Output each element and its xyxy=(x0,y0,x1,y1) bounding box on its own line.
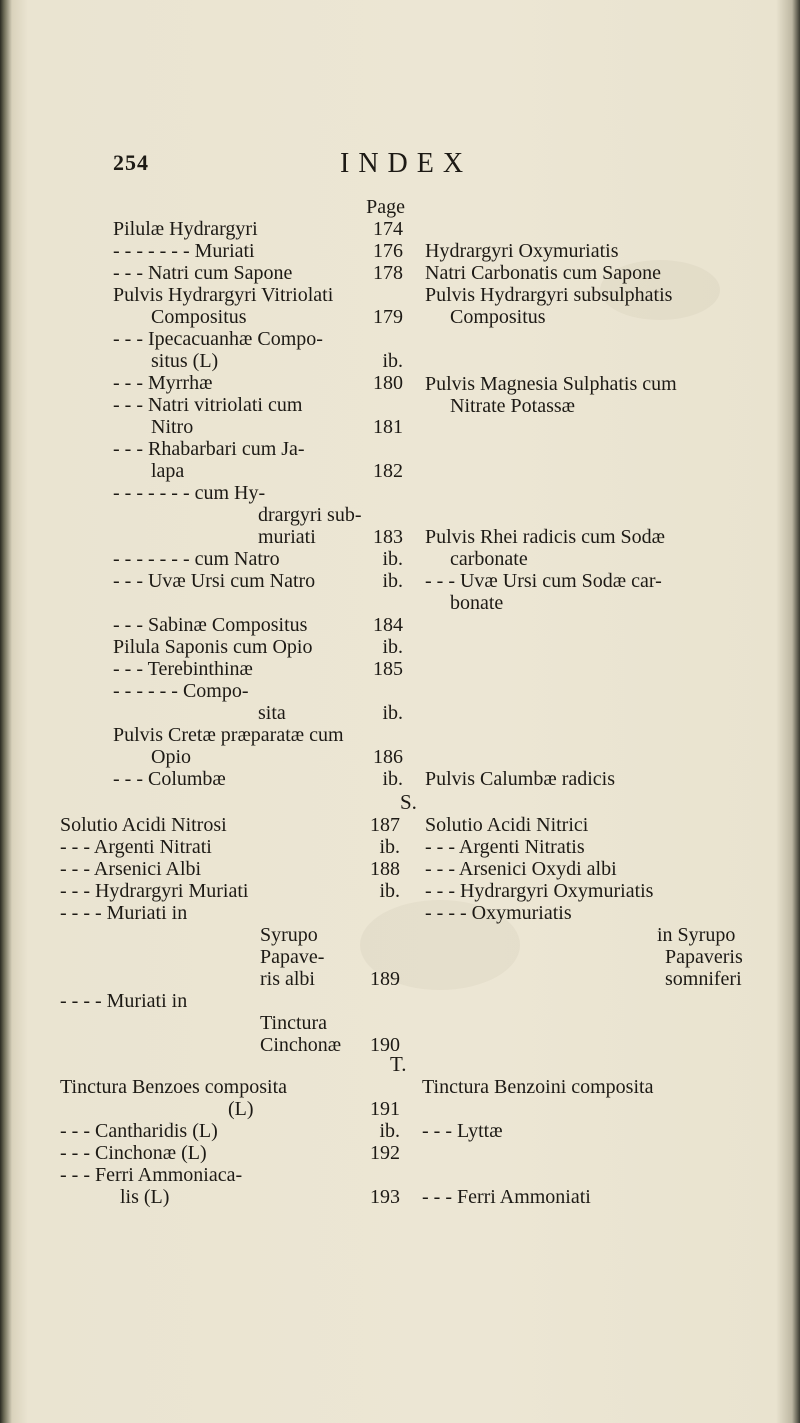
index-entry: lis (L) 193 xyxy=(120,1186,400,1208)
index-entry: - - - Uvæ Ursi cum Natro ib. xyxy=(113,570,403,592)
left-column-s xyxy=(60,814,400,1056)
index-entry: - - - Columbæ ib. xyxy=(113,768,403,790)
index-entry: Compositus 179 xyxy=(151,306,403,328)
index-entry: - - - Ferri Ammoniati xyxy=(422,1186,591,1208)
index-entry: - - - - Oxymuriatis xyxy=(425,902,572,924)
index-entry: - - - Sabinæ Compositus 184 xyxy=(113,614,403,636)
index-entry: Compositus xyxy=(450,306,546,328)
right-column-p-a xyxy=(425,240,795,328)
index-entry: Nitrate Potassæ xyxy=(450,395,575,417)
index-entry: - - - - - - - cum Hy- xyxy=(113,482,266,504)
index-entry: Pilulæ Hydrargyri 174 xyxy=(113,218,403,240)
index-entry: lapa 182 xyxy=(151,460,403,482)
left-column-p xyxy=(113,218,403,570)
index-entry: Syrupo xyxy=(260,924,318,946)
index-entry: in Syrupo xyxy=(657,924,736,946)
index-entry: - - - Myrrhæ 180 xyxy=(113,372,403,394)
index-entry xyxy=(422,1142,792,1164)
index-entry: sita ib. xyxy=(258,702,403,724)
page-column-label xyxy=(255,196,405,218)
index-entry: (L) 191 xyxy=(228,1098,400,1120)
index-entry: - - - Cinchonæ (L) 192 xyxy=(60,1142,400,1164)
index-entry: - - - Cantharidis (L) ib. xyxy=(60,1120,400,1142)
page-header xyxy=(0,150,800,190)
index-entry: - - - Uvæ Ursi cum Sodæ car- xyxy=(425,570,662,592)
index-entry: Pulvis Magnesia Sulphatis cum xyxy=(425,373,677,395)
index-entry: somniferi xyxy=(665,968,742,990)
index-entry: drargyri sub- xyxy=(258,504,362,526)
index-entry: - - - Hydrargyri Muriati ib. xyxy=(60,880,400,902)
index-entry: Nitro 181 xyxy=(151,416,403,438)
index-entry: - - - - Muriati in xyxy=(60,902,188,924)
right-column-t xyxy=(422,1076,792,1208)
index-entry: - - - - - - - Muriati 176 xyxy=(113,240,403,262)
index-entry: Cinchonæ 190 xyxy=(260,1034,400,1056)
index-entry: - - - Rhabarbari cum Ja- xyxy=(113,438,305,460)
index-entry: situs (L) ib. xyxy=(151,350,403,372)
index-entry: Solutio Acidi Nitrici xyxy=(425,814,589,836)
index-entry: - - - Terebinthinæ 185 xyxy=(113,658,403,680)
index-entry: Tinctura Benzoes composita xyxy=(60,1076,288,1098)
column-heading: Page xyxy=(366,196,405,218)
index-entry: - - - Natri vitriolati cum xyxy=(113,394,303,416)
index-entry: Tinctura Benzoini composita xyxy=(422,1076,654,1098)
index-entry: - - - Arsenici Oxydi albi xyxy=(425,858,617,880)
right-column-p-b xyxy=(425,373,795,417)
index-entry: Pulvis Rhei radicis cum Sodæ xyxy=(425,526,665,548)
index-entry: Opio 186 xyxy=(151,746,403,768)
index-entry xyxy=(422,1098,792,1120)
page-title: INDEX xyxy=(340,148,473,179)
index-entry: Papave- xyxy=(260,946,325,968)
index-entry: Solutio Acidi Nitrosi 187 xyxy=(60,814,400,836)
index-entry: - - - - - - Compo- xyxy=(113,680,249,702)
page-number: 254 xyxy=(113,150,149,175)
right-column-p-e xyxy=(425,768,795,790)
index-entry: - - - Argenti Nitrati ib. xyxy=(60,836,400,858)
index-entry: Hydrargyri Oxymuriatis xyxy=(425,240,619,262)
index-entry: - - - Ferri Ammoniaca- xyxy=(60,1164,243,1186)
index-entry: Pulvis Calumbæ radicis xyxy=(425,768,615,790)
right-column-s xyxy=(425,814,795,990)
index-entry: - - - - - - - cum Natro ib. xyxy=(113,548,403,570)
left-column-p-2 xyxy=(113,570,403,592)
left-column-t xyxy=(60,1076,400,1208)
right-column-p-d xyxy=(425,570,795,614)
index-entry: - - - Hydrargyri Oxymuriatis xyxy=(425,880,654,902)
index-entry: Tinctura xyxy=(260,1012,328,1034)
index-entry: - - - Argenti Nitratis xyxy=(425,836,585,858)
left-column-p-3 xyxy=(113,614,403,790)
index-entry: Papaveris xyxy=(665,946,743,968)
index-entry: Natri Carbonatis cum Sapone xyxy=(425,262,662,284)
index-entry: ris albi 189 xyxy=(260,968,400,990)
index-entry: carbonate xyxy=(450,548,528,570)
right-column-p-c xyxy=(425,526,795,570)
index-entry: bonate xyxy=(450,592,504,614)
section-letter-s: S. xyxy=(400,790,417,814)
index-entry: - - - - Muriati in xyxy=(60,990,188,1012)
index-entry: - - - Natri cum Sapone 178 xyxy=(113,262,403,284)
index-entry: Pulvis Hydrargyri subsulphatis xyxy=(425,284,673,306)
index-entry: muriati 183 xyxy=(258,526,403,548)
index-entry: Pulvis Hydrargyri Vitriolati xyxy=(113,284,334,306)
index-entry: - - - Ipecacuanhæ Compo- xyxy=(113,328,323,350)
index-entry: Pulvis Cretæ præparatæ cum xyxy=(113,724,344,746)
index-entry: - - - Arsenici Albi 188 xyxy=(60,858,400,880)
index-entry: - - - Lyttæ xyxy=(422,1120,503,1142)
index-entry xyxy=(422,1164,792,1186)
section-letter-t: T. xyxy=(390,1052,407,1076)
index-entry: Pilula Saponis cum Opio ib. xyxy=(113,636,403,658)
